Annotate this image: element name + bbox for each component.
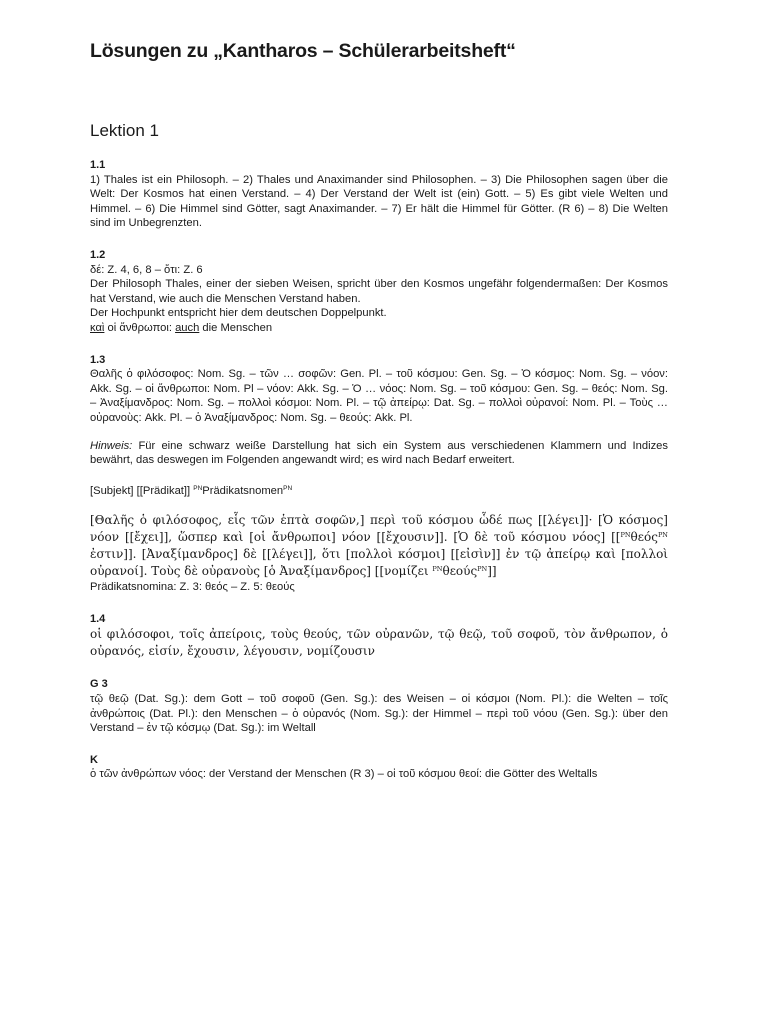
hint-paragraph xyxy=(90,439,668,468)
kai-note-mid: οἱ ἄνθρωποι: xyxy=(104,321,176,334)
connector-lines: δέ: Z. 4, 6, 8 – ὅτι: Z. 6 xyxy=(90,263,203,276)
pn-sup: PN xyxy=(477,565,488,574)
greek-segment: θεούς xyxy=(442,564,478,579)
hint-label: Hinweis: xyxy=(90,439,133,452)
document-page xyxy=(90,38,668,782)
g3-text: τῷ θεῷ (Dat. Sg.): dem Gott – τοῦ σοφοῦ (Gen. Sg.): des Weisen – οἱ κόσμοι (Nom. Pl.): die Welten – τοῖς ἀνθρώποις (Dat. Pl.): den Menschen – ὁ οὐρανός (Nom. Sg.): der Himmel – περὶ τοῦ νόου (Gen. Sg.): über den Verstand – ἐν τῷ κόσμῳ (Dat. Sg.): im Weltall xyxy=(90,693,668,735)
hint-text: Für eine schwarz weiße Darstellung hat sich ein System aus verschiedenen Klammern und Indizes bewährt, das deswegen im Folgenden angewandt wird; es wird nach Bedarf erweitert. xyxy=(90,439,668,467)
section-number: 1.3 xyxy=(90,353,106,366)
section-number: 1.4 xyxy=(90,612,106,625)
legend-sup: PN xyxy=(193,484,203,492)
section-1-4 xyxy=(90,612,668,661)
kai-note xyxy=(90,321,668,336)
greek-segment: ]] xyxy=(487,564,497,579)
document-title: Lösungen zu „Kantharos – Schülerarbeitsheft“ xyxy=(90,40,516,62)
section-number: 1.2 xyxy=(90,248,106,261)
greek-segment: ἐστιν]]. [Ἀναξίμανδρος] δὲ [[λέγει]], ὅτι [πολλοὶ κόσμοι] [[εἰσὶν]] ἐν τῷ ἀπείρῳ καὶ [πολλοὶ οὐρανοί]. Τοὺς δὲ οὐρανοὺς [ὁ Ἀναξίμανδρος] [[νομίζει xyxy=(90,547,668,579)
section-text: 1) Thales ist ein Philosoph. – 2) Thales und Anaximander sind Philosophen. – 3) Die Philosophen sagen über die Welt: Der Kosmos hat einen Verstand. – 4) Der Verstand der Welt ist (ein) Gott. – 5) Es gibt viele Welten und Himmel. – 6) Die Himmel sind Götter, sagt Anaximander. – 7) Er hält die Himmel für Götter. (R 6) – 8) Die Welten sind im Unbegrenzten. xyxy=(90,173,668,230)
predicate-nominatives: Prädikatsnomina: Z. 3: θεός – Z. 5: θεούς xyxy=(90,581,295,594)
greek-segment: θεός xyxy=(630,530,658,545)
legend-sup: PN xyxy=(283,484,293,492)
section-k xyxy=(90,753,668,782)
section-number: G 3 xyxy=(90,678,108,691)
pn-sup: PN xyxy=(432,565,443,574)
underlined-auch: auch xyxy=(175,321,200,334)
annotated-greek-text xyxy=(90,512,668,580)
k-text: ὁ τῶν ἀνθρώπων νόος: der Verstand der Menschen (R 3) – οἱ τοῦ κόσμου θεοί: die Götter des Weltalls xyxy=(90,768,598,781)
section-g3 xyxy=(90,677,668,735)
bracket-legend xyxy=(90,484,668,499)
section-number: K xyxy=(90,753,98,766)
section-1-2 xyxy=(90,248,668,336)
pn-sup: PN xyxy=(620,531,631,540)
legend-subject-predicate: [Subjekt] [[Prädikat]] xyxy=(90,484,194,497)
underlined-kai: καὶ xyxy=(90,321,105,334)
case-analysis: Θαλῆς ὁ φιλόσοφος: Nom. Sg. – τῶν … σοφῶν: Gen. Pl. – τοῦ κόσμου: Gen. Sg. – Ὁ κόσμος: Nom. Sg. – νόον: Akk. Sg. – οἱ ἄνθρωποι: Nom. Pl – νόον: Akk. Sg. – Ὁ … νόος: Nom. Sg. – τοῦ κόσμου: Gen. Sg. – θεός: Nom. Sg. – Ἀναξίμανδρος: Nom. Sg. – πολλοὶ κόσμοι: Nom. Pl. – τῷ ἀπείρῳ: Dat. Sg. – πολλοὶ οὐρανοί: Nom. Pl. – Τοὺς … οὐρανοὺς: Akk. Pl. – ὁ Ἀναξίμανδρος: Nom. Sg. – θεούς: Akk. Pl. xyxy=(90,368,668,424)
legend-pn: Prädikatsnomen xyxy=(202,484,284,497)
greek-segment: [Θαλῆς ὁ φιλόσοφος, εἷς τῶν ἑπτὰ σοφῶν,] περὶ τοῦ κόσμου ὧδέ πως [[λέγει]]· [Ὁ κόσμος] νόον [[ἔχει]], ὥσπερ καὶ [οἱ ἄνθρωποι] νόον [[ἔχουσιν]]. [Ὁ δὲ τοῦ κόσμου νόος] [[ xyxy=(90,513,668,545)
greek-forms-list: οἱ φιλόσοφοι, τοῖς ἀπείροις, τοὺς θεούς, τῶν οὐρανῶν, τῷ θεῷ, τοῦ σοφοῦ, τὸν ἄνθρωπον, ὁ οὐρανός, εἰσίν, ἔχουσιν, λέγουσιν, νομίζουσιν xyxy=(90,627,668,659)
section-number: 1.1 xyxy=(90,159,106,171)
kai-note-end: die Menschen xyxy=(199,321,273,334)
punctuation-note: Der Hochpunkt entspricht hier dem deutschen Doppelpunkt. xyxy=(90,307,387,320)
translation-text: Der Philosoph Thales, einer der sieben Weisen, spricht über den Kosmos ungefähr folgendermaßen: Der Kosmos hat Verstand, wie auch die Menschen Verstand haben. xyxy=(90,278,668,305)
lesson-heading: Lektion 1 xyxy=(90,121,159,140)
section-1-1 xyxy=(90,158,668,231)
pn-sup: PN xyxy=(657,531,668,540)
section-1-3 xyxy=(90,353,668,595)
